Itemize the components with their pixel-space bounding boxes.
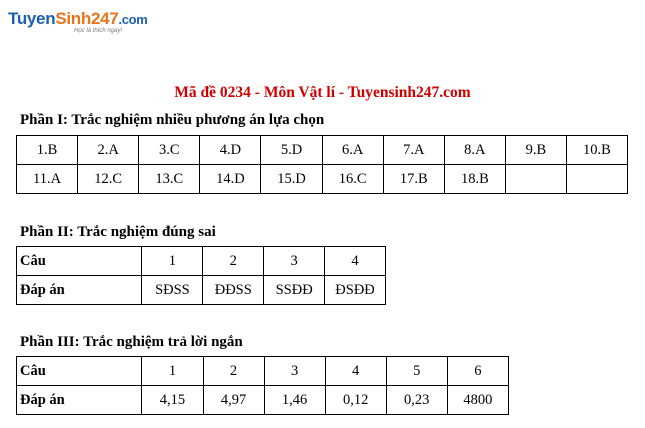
document-title: Mã đề 0234 - Môn Vật lí - Tuyensinh247.com xyxy=(174,84,471,101)
answer-cell: 4.D xyxy=(200,136,261,165)
logo-part-tuyen: Tuyen xyxy=(8,9,56,28)
site-logo[interactable] xyxy=(8,10,148,34)
answer-cell: 0,12 xyxy=(325,386,386,415)
answer-cell: 9.B xyxy=(505,136,566,165)
logo-tagline: Học là thích ngay! xyxy=(74,28,123,34)
answer-cell xyxy=(505,165,566,194)
answer-cell: 4,15 xyxy=(142,386,203,415)
table-row xyxy=(17,136,628,165)
question-number: 3 xyxy=(264,247,325,276)
row-label-answer: Đáp án xyxy=(17,386,142,415)
answer-cell: 0,23 xyxy=(386,386,447,415)
answer-cell xyxy=(566,165,627,194)
answer-cell: 8.A xyxy=(444,136,505,165)
answer-cell: ĐĐSS xyxy=(203,276,264,305)
answer-cell: 10.B xyxy=(566,136,627,165)
answer-cell: 1.B xyxy=(17,136,78,165)
part1-answer-table xyxy=(16,135,628,194)
row-label-answer: Đáp án xyxy=(17,276,142,305)
answer-cell: 17.B xyxy=(383,165,444,194)
answer-cell: 5.D xyxy=(261,136,322,165)
question-number: 4 xyxy=(325,247,386,276)
answer-cell: SSĐĐ xyxy=(264,276,325,305)
logo-part-247: 247 xyxy=(90,9,119,28)
table-row-answers xyxy=(17,386,509,415)
part3-answer-table xyxy=(16,356,509,415)
question-number: 6 xyxy=(447,357,508,386)
logo-domain: .com xyxy=(118,12,148,27)
part2-answer-table xyxy=(16,246,386,305)
answer-cell: 1,46 xyxy=(264,386,325,415)
answer-cell: 16.C xyxy=(322,165,383,194)
answer-cell: 4800 xyxy=(447,386,508,415)
answer-cell: 4,97 xyxy=(203,386,264,415)
question-number: 5 xyxy=(386,357,447,386)
question-number: 2 xyxy=(203,247,264,276)
answer-cell: 14.D xyxy=(200,165,261,194)
question-number: 4 xyxy=(325,357,386,386)
answer-cell: 12.C xyxy=(78,165,139,194)
table-row-answers xyxy=(17,276,386,305)
answer-cell: 6.A xyxy=(322,136,383,165)
row-label-question: Câu xyxy=(17,357,142,386)
answer-cell: ĐSĐĐ xyxy=(325,276,386,305)
answer-cell: SĐSS xyxy=(142,276,203,305)
logo-part-sinh: Sinh xyxy=(55,9,91,28)
row-label-question: Câu xyxy=(17,247,142,276)
table-row-questions xyxy=(17,357,509,386)
answer-cell: 2.A xyxy=(78,136,139,165)
part3-heading: Phần III: Trắc nghiệm trả lời ngắn xyxy=(20,334,243,350)
table-row-questions xyxy=(17,247,386,276)
question-number: 1 xyxy=(142,357,203,386)
question-number: 2 xyxy=(203,357,264,386)
question-number: 3 xyxy=(264,357,325,386)
answer-cell: 18.B xyxy=(444,165,505,194)
answer-cell: 15.D xyxy=(261,165,322,194)
answer-cell: 11.A xyxy=(17,165,78,194)
answer-cell: 3.C xyxy=(139,136,200,165)
part1-heading: Phần I: Trắc nghiệm nhiều phương án lựa chọn xyxy=(20,112,325,128)
answer-cell: 7.A xyxy=(383,136,444,165)
part2-heading: Phần II: Trắc nghiệm đúng sai xyxy=(20,224,216,240)
logo-wordmark xyxy=(8,10,148,27)
answer-cell: 13.C xyxy=(139,165,200,194)
question-number: 1 xyxy=(142,247,203,276)
table-row xyxy=(17,165,628,194)
